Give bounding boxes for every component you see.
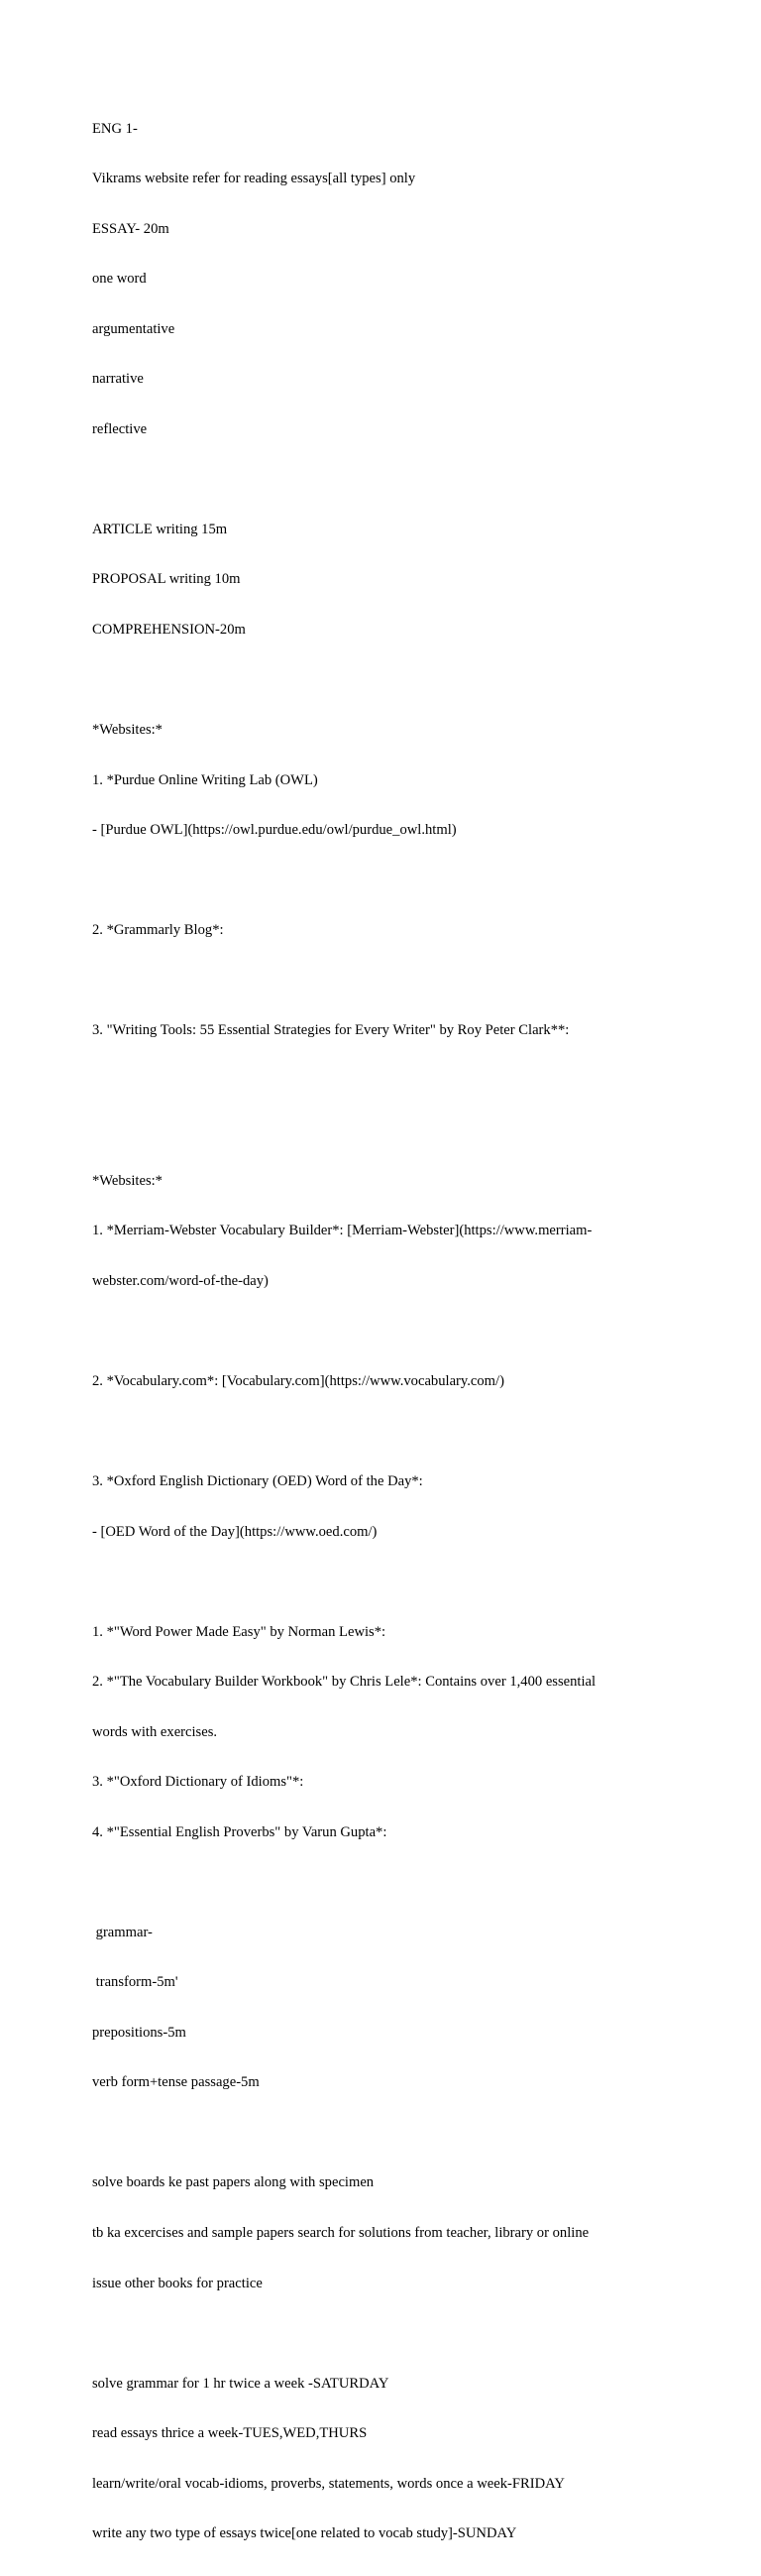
text-line: 3. "Writing Tools: 55 Essential Strategies for Every Writer" by Roy Peter Clark**: bbox=[92, 1022, 570, 1039]
text-line: grammar- bbox=[92, 1924, 153, 1940]
text-line: issue other books for practice bbox=[92, 2275, 263, 2291]
text-line: 4. *"Essential English Proverbs" by Varun Gupta*: bbox=[92, 1823, 387, 1840]
text-line: learn/write/oral vocab-idioms, proverbs, statements, words once a week-FRIDAY bbox=[92, 2475, 565, 2492]
text-line: reflective bbox=[92, 420, 148, 437]
blank-line bbox=[92, 1073, 707, 1090]
blank-line bbox=[92, 672, 707, 689]
text-line: solve grammar for 1 hr twice a week -SATURDAY bbox=[92, 2375, 389, 2392]
text-line: write any two type of essays twice[one related to vocab study]-SUNDAY bbox=[92, 2525, 517, 2542]
text-line: tb ka excercises and sample papers search for solutions from teacher, library or online bbox=[92, 2225, 590, 2241]
blank-line bbox=[92, 873, 707, 889]
text-line: prepositions-5m bbox=[92, 2024, 186, 2041]
text-line: PROPOSAL writing 10m bbox=[92, 571, 241, 588]
text-line: COMPREHENSION-20m bbox=[92, 622, 246, 638]
blank-line bbox=[92, 471, 707, 488]
text-line: one word bbox=[92, 271, 147, 288]
text-line: - [OED Word of the Day](https://www.oed.com/) bbox=[92, 1523, 378, 1540]
text-line: 1. *"Word Power Made Easy" by Norman Lewis*: bbox=[92, 1623, 386, 1640]
blank-line bbox=[92, 973, 707, 990]
text-line: ESSAY- 20m bbox=[92, 220, 169, 237]
blank-line bbox=[92, 2125, 707, 2142]
blank-line bbox=[92, 2325, 707, 2342]
text-line: *Websites:* bbox=[92, 1172, 163, 1189]
blank-line bbox=[92, 1574, 707, 1590]
text-line: *Websites:* bbox=[92, 722, 163, 739]
text-line: transform-5m' bbox=[92, 1974, 178, 1991]
text-line: 2. *Vocabulary.com*: [Vocabulary.com](https://www.vocabulary.com/) bbox=[92, 1372, 504, 1389]
text-line: solve boards ke past papers along with specimen bbox=[92, 2174, 375, 2191]
text-line: webster.com/word-of-the-day) bbox=[92, 1272, 269, 1289]
text-line: argumentative bbox=[92, 320, 175, 337]
text-line: 3. *Oxford English Dictionary (OED) Word of the Day*: bbox=[92, 1473, 423, 1490]
blank-line bbox=[92, 1122, 707, 1139]
blank-line bbox=[92, 1424, 707, 1441]
text-line: 3. *"Oxford Dictionary of Idioms"*: bbox=[92, 1774, 304, 1791]
text-line: 2. *Grammarly Blog*: bbox=[92, 922, 224, 939]
text-line: 2. *"The Vocabulary Builder Workbook" by Chris Lele*: Contains over 1,400 essential bbox=[92, 1674, 597, 1691]
text-line: 1. *Merriam-Webster Vocabulary Builder*: [Merriam-Webster](https://www.merriam- bbox=[92, 1223, 593, 1239]
blank-line bbox=[92, 1874, 707, 1891]
text-line: narrative bbox=[92, 371, 144, 388]
text-line: words with exercises. bbox=[92, 1723, 218, 1740]
text-line: Vikrams website refer for reading essays[all types] only bbox=[92, 171, 416, 187]
text-line: 1. *Purdue Online Writing Lab (OWL) bbox=[92, 771, 318, 788]
blank-line bbox=[92, 1323, 707, 1340]
text-line: ENG 1- bbox=[92, 120, 138, 137]
text-line: read essays thrice a week-TUES,WED,THURS bbox=[92, 2425, 368, 2442]
document-text bbox=[92, 87, 707, 2576]
text-line: verb form+tense passage-5m bbox=[92, 2074, 260, 2091]
text-line: - [Purdue OWL](https://owl.purdue.edu/owl/purdue_owl.html) bbox=[92, 822, 457, 839]
text-line: ARTICLE writing 15m bbox=[92, 521, 228, 537]
